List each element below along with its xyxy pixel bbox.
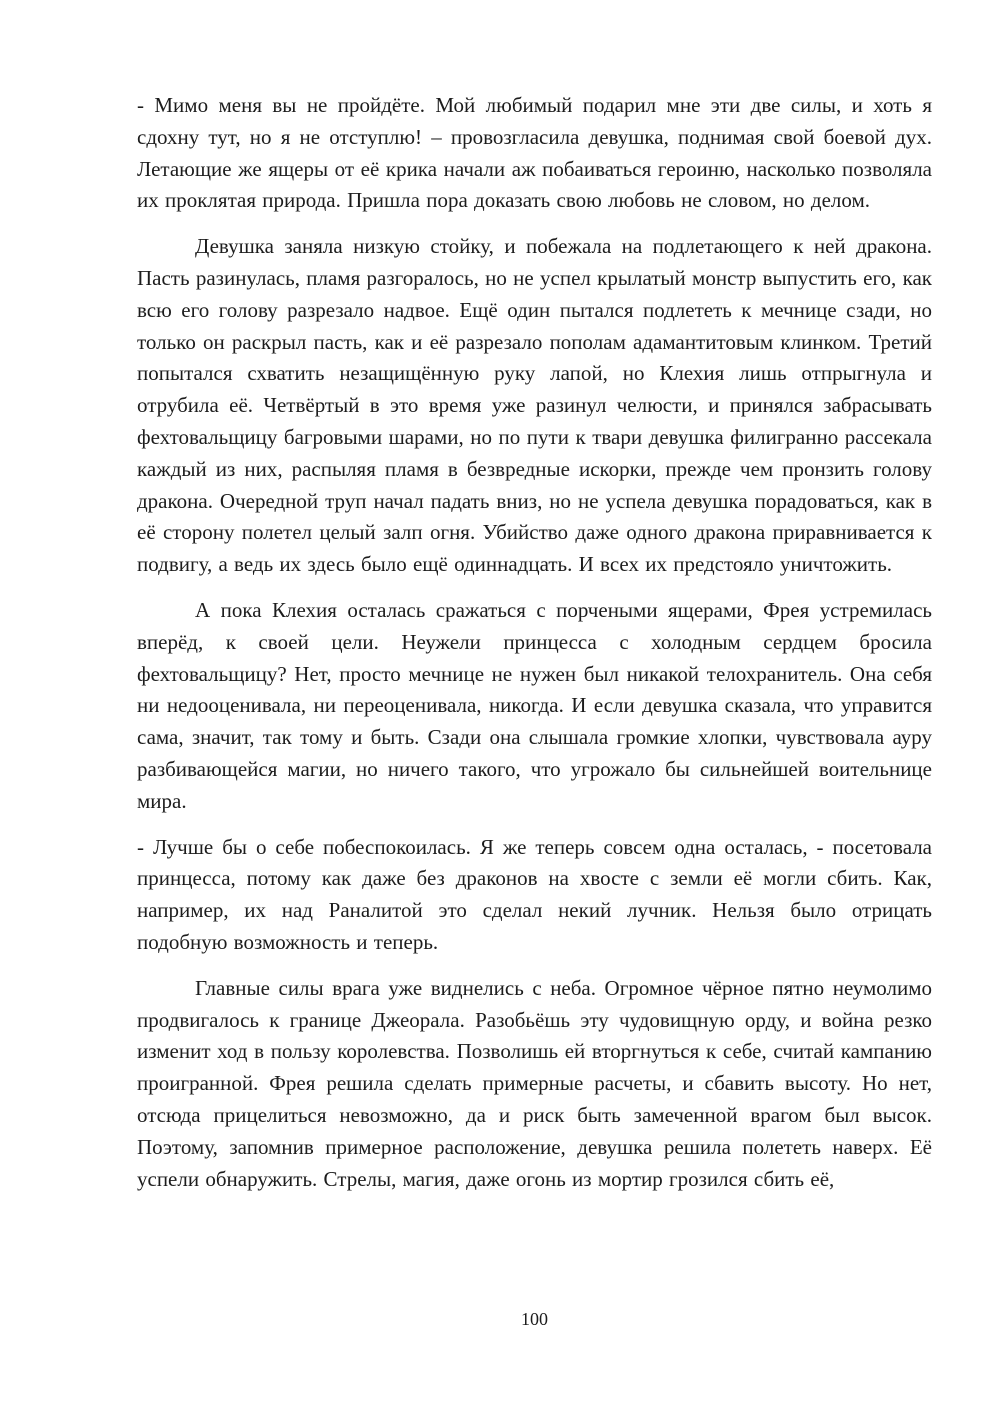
paragraph-dialogue-2: - Лучше бы о себе побеспокоилась. Я же теперь совсем одна осталась, - посетовала принцесса, потому как даже без драконов на хвосте с земли её могли сбить. Как, например, их над Раналитой это сделал некий лучник. Нельзя было отрицать подобную возможность и теперь. xyxy=(137,834,932,954)
paragraph-battle-scene: Девушка заняла низкую стойку, и побежала на подлетающего к ней дракона. Пасть разинулась, пламя разгоралось, но не успел крылатый монстр выпустить его, как всю его голову разрезало надвое. Ещё один пытался подлететь к мечнице сзади, но только он раскрыл пасть, как и её разрезало пополам адамантитовым клинком. Третий попытался схватить незащищённую руку лапой, но Клехия лишь отпрыгнула и отрубила её. Четвёртый в это время уже разинул челюсти, и принялся забрасывать фехтовальщицу багровыми шарами, но по пути к твари девушка филигранно рассекала каждый из них, распыляя пламя в безвредные искорки, прежде чем пронзить голову дракона. Очередной труп начал падать вниз, но не успела девушка порадоваться, как в её сторону полетел целый залп огня. Убийство даже одного дракона приравнивается к подвигу, а ведь их здесь было ещё одиннадцать. И всех их предстояло уничтожить. xyxy=(137,234,932,577)
text-block xyxy=(137,90,932,1209)
paragraph-freya-advance: А пока Клехия осталась сражаться с порчеными ящерами, Фрея устремилась вперёд, к своей цели. Неужели принцесса с холодным сердцем бросила фехтовальщицу? Нет, просто мечнице не нужен был никакой телохранитель. Она себя ни недооценивала, ни переоценивала, никогда. И если девушка сказала, что управится сама, значит, так тому и быть. Сзади она слышала громкие хлопки, чувствовала ауру разбивающейся магии, но ничего такого, что угрожало бы сильнейшей воительнице мира. xyxy=(137,597,932,813)
page-number: 100 xyxy=(521,1309,548,1329)
paragraph-dialogue-1: - Мимо меня вы не пройдёте. Мой любимый подарил мне эти две силы, и хоть я сдохну тут, но я не отступлю! – провозгласила девушка, поднимая свой боевой дух. Летающие же ящеры от её крика начали аж побаиваться героиню, насколько позволяла их проклятая природа. Пришла пора доказать свою любовь не словом, но делом. xyxy=(137,93,932,213)
paragraph-enemy-forces: Главные силы врага уже виднелись с неба. Огромное чёрное пятно неумолимо продвигалось к границе Джеорала. Разобьёшь эту чудовищную орду, и война резко изменит ход в пользу королевства. Позволишь ей вторгнуться к себе, считай кампанию проигранной. Фрея решила сделать примерные расчеты, и сбавить высоту. Но нет, отсюда прицелиться невозможно, да и риск быть замеченной врагом был высок. Поэтому, запомнив примерное расположение, девушка решила полететь наверх. Её успели обнаружить. Стрелы, магия, даже огонь из мортир грозился сбить её, xyxy=(137,975,932,1191)
